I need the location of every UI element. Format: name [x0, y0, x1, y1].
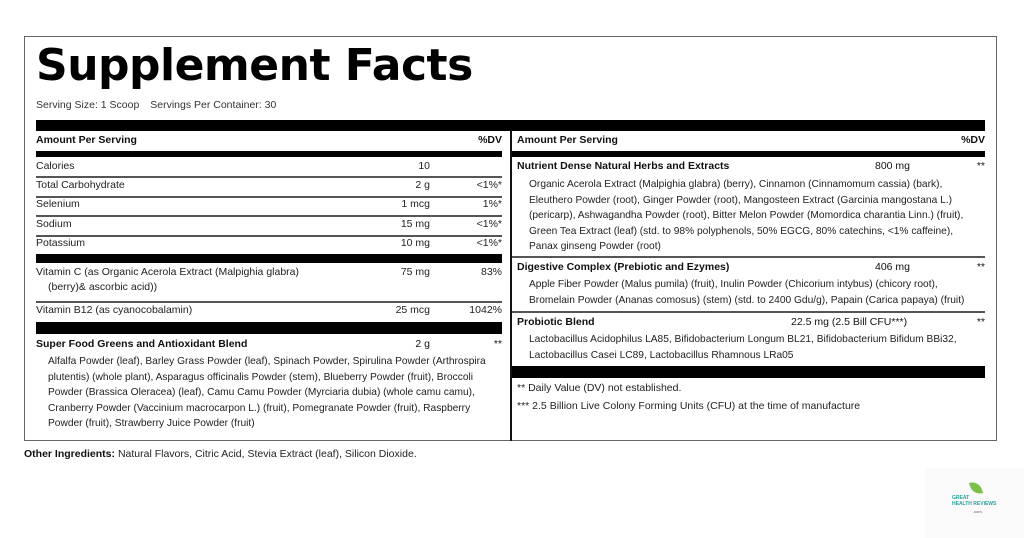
nutrient-row-calories: [36, 160, 502, 176]
other-ingredients-label: Other Ingredients:: [24, 448, 116, 460]
blend-name: Digestive Complex (Prebiotic and Ezymes): [517, 261, 730, 273]
nutrient-row-vitamin-c: [36, 266, 502, 298]
blend-row-super-food: [36, 338, 502, 354]
section-bar: [512, 366, 985, 378]
blend-row-herbs: [517, 160, 985, 176]
blend-row-probiotic: [517, 316, 985, 332]
nutrient-name-cont: (berry)& ascorbic acid)): [48, 281, 158, 293]
nutrient-row-selenium: [36, 198, 502, 214]
column-divider: [510, 131, 512, 441]
blend-amount: 406 mg: [875, 261, 911, 273]
right-header-amount: Amount Per Serving: [517, 134, 618, 146]
footnote-cfu: *** 2.5 Billion Live Colony Forming Units (CFU) at the time of manufacture: [517, 400, 861, 412]
blend-row-digestive: [517, 261, 985, 277]
nutrient-row-vitamin-b12: [36, 304, 502, 320]
blend-ingredients: Organic Acerola Extract (Malpighia glabra) (berry), Cinnamon (Cinnamomum cassia) (bark), Eleuthero Powder (root), Ginger Powder (root), Mangosteen Extract (Garcinia mangostana L.) (pericarp), Ashwagandha Powder (root), Bitter Melon Powder (Momordica charantia Linn.) (fruit), Green Tea Extract (leaf) (std. to 98% polyphenols, 50% EGCG, 80% catechins, <1% caffeine), Panax ginseng Powder (root): [529, 179, 964, 252]
nutrient-row-sodium: [36, 218, 502, 234]
left-header-dv: %DV: [478, 134, 502, 146]
nutrient-row-carbohydrate: [36, 179, 502, 195]
serving-size: Serving Size: 1 Scoop: [36, 99, 140, 111]
blend-ingredients: Alfalfa Powder (leaf), Barley Grass Powder (leaf), Spinach Powder, Spirulina Powder (Arthrospira plutentis) (whole plant), Asparagus officinalis Powder (stem), Blueberry Powder (fruit), Broccoli Powder (Brassica Oleracea) (leaf), Camu Camu Powder (Myrciaria dubia) (whole camu camu), Cranberry Powder (Vaccinium macrocarpon L.) (fruit), Pomegranate Powder (fruit), Raspberry Powder (fruit), Strawberry Juice Powder (fruit): [48, 356, 486, 429]
blend-amount: 800 mg: [875, 160, 911, 172]
nutrient-amount: 10: [418, 160, 430, 172]
nutrient-dv: <1%*: [476, 237, 502, 249]
row-divider: [512, 256, 985, 258]
servings-per-container: Servings Per Container: 30: [150, 99, 277, 111]
brand-logo: [925, 468, 1024, 538]
serving-info: [36, 99, 276, 111]
blend-ingredients: Lactobacillus Acidophilus LA85, Bifidobacterium Longum BL21, Bifidobacterium Bifidum BBi32, Lactobacillus Casei LC89, Lactobacillus Rhamnous LRa05: [529, 334, 957, 361]
blend-amount: 22.5 mg (2.5 Bill CFU***): [791, 316, 908, 328]
footnote-dv: ** Daily Value (DV) not established.: [517, 382, 682, 394]
section-bar: [36, 322, 502, 334]
page-title: Supplement Facts: [36, 40, 473, 91]
nutrient-name: Calories: [36, 160, 75, 172]
right-header-bar: [512, 151, 985, 157]
other-ingredients-value: Natural Flavors, Citric Acid, Stevia Extract (leaf), Silicon Dioxide.: [117, 448, 417, 460]
nutrient-name: Selenium: [36, 198, 80, 210]
blend-dv: **: [976, 261, 985, 273]
nutrient-dv: <1%*: [476, 179, 502, 191]
nutrient-amount: 15 mg: [400, 218, 430, 230]
blend-dv: **: [976, 316, 985, 328]
blend-name: Super Food Greens and Antioxidant Blend: [36, 338, 248, 350]
nutrient-dv: 1%*: [482, 198, 502, 210]
section-bar: [36, 254, 502, 263]
nutrient-amount: 2 g: [415, 179, 430, 191]
row-divider: [36, 176, 502, 178]
blend-name: Nutrient Dense Natural Herbs and Extracts: [517, 160, 730, 172]
leaf-icon: [969, 480, 983, 497]
nutrient-amount: 75 mg: [400, 266, 430, 278]
nutrient-name: Total Carbohydrate: [36, 179, 125, 191]
nutrient-name: Sodium: [36, 218, 72, 230]
blend-dv: **: [493, 338, 502, 350]
row-divider: [36, 215, 502, 217]
right-header-dv: %DV: [961, 134, 985, 146]
logo-line1: GREAT: [952, 495, 970, 501]
blend-dv: **: [976, 160, 985, 172]
nutrient-name: Vitamin C (as Organic Acerola Extract (Malpighia glabra): [36, 266, 299, 278]
nutrient-name: Vitamin B12 (as cyanocobalamin): [36, 304, 193, 316]
row-divider: [36, 301, 502, 303]
logo-line3: .com: [973, 509, 982, 514]
blend-ingredients: Apple Fiber Powder (Malus pumila) (fruit), Inulin Powder (Chicorium intybus) (chicory root), Bromelain Powder (Ananas comosus) (stem) (std. to 2400 Gdu/g), Papain (Carica papaya) (fruit): [529, 279, 965, 306]
row-divider: [512, 311, 985, 313]
left-header-bar: [36, 151, 502, 157]
nutrient-name: Potassium: [36, 237, 86, 249]
logo-line2: HEALTH REVIEWS: [952, 501, 997, 507]
nutrient-amount: 25 mcg: [395, 304, 430, 316]
nutrient-amount: 10 mg: [400, 237, 430, 249]
nutrient-dv: 83%: [480, 266, 502, 278]
nutrient-amount: 1 mcg: [401, 198, 430, 210]
top-black-bar: [36, 120, 985, 131]
nutrient-row-potassium: [36, 237, 502, 253]
left-header-amount: Amount Per Serving: [36, 134, 137, 146]
nutrient-dv: <1%*: [476, 218, 502, 230]
nutrient-dv: 1042%: [469, 304, 502, 316]
blend-amount: 2 g: [415, 338, 430, 350]
other-ingredients: [24, 448, 417, 460]
blend-name: Probiotic Blend: [517, 316, 595, 328]
